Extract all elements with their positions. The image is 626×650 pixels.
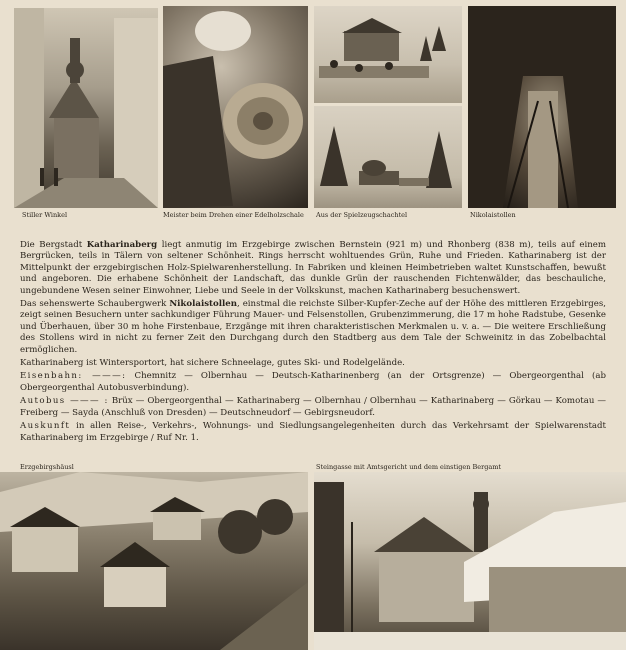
photo-spielzeugschachtel-1: [314, 6, 462, 103]
autobus-label: Autobus ——— :: [20, 396, 109, 407]
caption-spielzeugschachtel: Aus der Spielzeugschachtel: [316, 211, 408, 219]
paragraph-auskunft: [20, 421, 606, 444]
paragraph-autobus: [20, 396, 606, 419]
paragraph-intro: [20, 240, 606, 297]
photo-spielzeugschachtel-2: [314, 106, 462, 208]
autobus-text: Brüx — Obergeorgenthal — Katharinaberg — Olbernhau / Olbernhau — Katharinaberg — Görkau — Komotau — Freiberg — Sayda (Anschluß von Dresden) — Deutschneudorf — Gebirgsneudorf.: [20, 396, 606, 418]
intro-text-a: Die Bergstadt: [20, 240, 87, 250]
auskunft-text: in allen Reise-, Verkehrs-, Wohnungs- und Siedlungsangelegenheiten durch das Verkehrsamt der Spielwarenstadt Katharinaberg im Erzgebirge / Ruf Nr. 1.: [20, 421, 606, 443]
caption-steingasse: Steingasse mit Amtsgericht und dem einstigen Bergamt: [316, 463, 501, 471]
intro-text-b: liegt anmutig im Erzgebirge zwischen Bernstein (921 m) und Rhonberg (838 m), teils auf einem Bergrücken, teils in Tälern von seltener Schönheit. Rings herrscht wohltuendes Grün, Ruhe und Frieden. Katharinaberg ist der Mittelpunkt der erzgebirgischen Holz-Spielwarenherstellung. In Fabriken und kleinen Heimbetrieben waltet Kunstschaffen, bewußt und angeboren. Die erhabene Schönheit der Landschaft, das dunkle Grün der rauschenden Fichtenwälder, das beschauliche, ungebundene Wesen seiner Einwohner, Liebe und Seele in der Volkskunst, machen Katharinaberg besuchenswert.: [20, 240, 606, 296]
town-name: Katharinaberg: [86, 240, 158, 250]
photo-stiller-winkel: [14, 8, 158, 208]
caption-nikolaistollen: Nikolaistollen: [470, 211, 516, 219]
photo-erzgebirgshaeusl: [0, 472, 308, 650]
eisenbahn-text: Chemnitz — Olbernhau — Deutsch-Katharinenberg (an der Ortsgrenze) — Obergeorgenthal (ab Obergeorgenthal Autobusverbindung).: [20, 371, 606, 393]
photo-steingasse: [314, 472, 626, 650]
caption-meister: Meister beim Drehen einer Edelholzschale: [163, 211, 304, 219]
stollen-text-a: Das sehenswerte Schaubergwerk: [20, 299, 170, 310]
auskunft-label: Auskunft: [20, 421, 71, 432]
paragraph-wintersport: Katharinaberg ist Wintersportort, hat sichere Schneelage, gutes Ski- und Rodelgelände.: [20, 358, 405, 369]
eisenbahn-label: Eisenbahn: ———:: [20, 371, 127, 382]
stollen-text-b: , einstmal die reichste Silber-Kupfer-Zeche auf der Höhe des mittleren Erzgebirges, zeigt seinen Besuchern unter sachkundiger Führung Mauer- und Felsenstollen, Grubenzimmerung, die 17 m hohe Radstube, Gesenke und Überhauen, über 30 m hohe Firstenbaue, Erzgänge mit ihren charakteristischen Merkmalen u. v. a. — Die weitere Erschließung des Stollens wird in nicht zu ferner Zeit den Durchgang durch den Stadtberg aus dem Tale der Schweinitz in das Zobelbachtal ermöglichen.: [20, 299, 606, 355]
caption-erzgebirgshaeusl: Erzgebirgshäusl: [20, 463, 74, 471]
paragraph-eisenbahn: [20, 371, 606, 394]
photo-meister-drehen: [163, 6, 308, 208]
paragraph-stollen: [20, 299, 606, 356]
photo-nikolaistollen: [468, 6, 616, 208]
stollen-name: Nikolaistollen: [169, 299, 238, 310]
description-text: [20, 240, 606, 446]
caption-stiller-winkel: Stiller Winkel: [22, 211, 68, 219]
